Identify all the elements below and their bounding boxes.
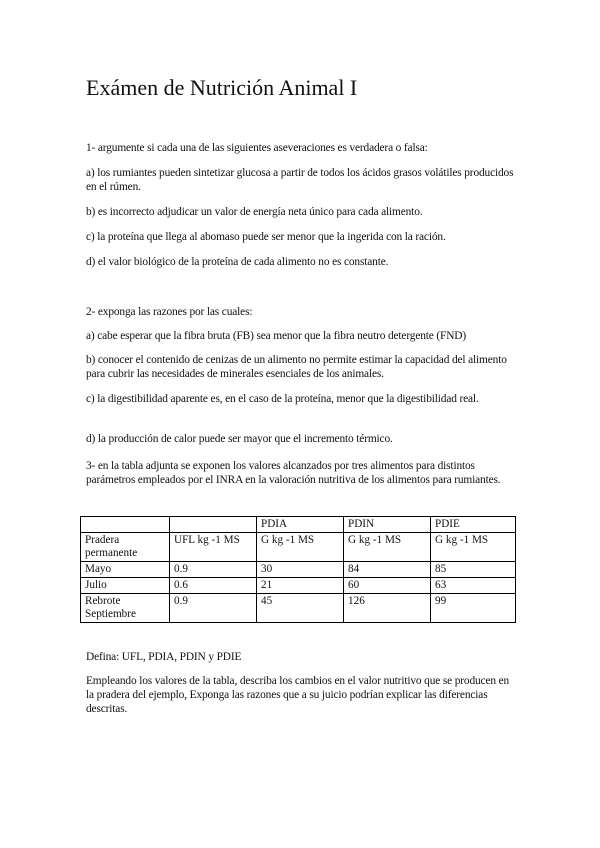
table-cell: 85: [431, 562, 516, 578]
section2-item-a: a) cabe esperar que la fibra bruta (FB) sea menor que la fibra neutro detergente (FND): [86, 330, 467, 342]
section2-heading: 2- exponga las razones por las cuales:: [86, 306, 253, 318]
section1-item-a: a) los rumiantes pueden sintetizar glucosa a partir de todos los ácidos grasos volátiles producidos en el rúmen.: [86, 167, 514, 193]
section2-item-b: b) conocer el contenido de cenizas de un alimento no permite estimar la capacidad del alimento para cubrir las necesidades de minerales esenciales de los animales.: [86, 354, 507, 380]
table-cell: UFL kg -1 MS: [170, 533, 257, 562]
define-prompt: Defina: UFL, PDIA, PDIN y PDIE: [86, 651, 242, 663]
table-cell: 45: [257, 594, 344, 623]
section1-item-b: b) es incorrecto adjudicar un valor de energía neta único para cada alimento.: [86, 206, 423, 218]
table-cell: G kg -1 MS: [344, 533, 431, 562]
table-cell: 84: [344, 562, 431, 578]
table-row: [81, 578, 516, 594]
section1-item-d: d) el valor biológico de la proteína de cada alimento no es constante.: [86, 256, 389, 268]
section2-item-c: c) la digestibilidad aparente es, en el caso de la proteína, menor que la digestibilidad real.: [86, 393, 479, 405]
table-header-cell: [81, 517, 170, 533]
table-cell: Pradera permanente: [81, 533, 170, 562]
section2-item-d: d) la producción de calor puede ser mayor que el incremento térmico.: [86, 433, 393, 445]
table-cell: 0.6: [170, 578, 257, 594]
table-cell: 21: [257, 578, 344, 594]
table-cell: Julio: [81, 578, 170, 594]
table-header-cell: [170, 517, 257, 533]
table-header-cell: PDIE: [431, 517, 516, 533]
table-cell: 30: [257, 562, 344, 578]
table-cell: 63: [431, 578, 516, 594]
section3-heading: 3- en la tabla adjunta se exponen los valores alcanzados por tres alimentos para distintos parámetros empleados por el INRA en la valoración nutritiva de los alimentos para rumiantes.: [86, 460, 501, 486]
table-cell: G kg -1 MS: [257, 533, 344, 562]
table-cell: Rebrote Septiembre: [81, 594, 170, 623]
table-cell: 0.9: [170, 562, 257, 578]
table-header-cell: PDIN: [344, 517, 431, 533]
section1-item-c: c) la proteína que llega al abomaso puede ser menor que la ingerida con la ración.: [86, 231, 446, 243]
table-units-row: [81, 533, 516, 562]
table-header-cell: PDIA: [257, 517, 344, 533]
section1-heading: 1- argumente si cada una de las siguientes aseveraciones es verdadera o falsa:: [86, 142, 428, 154]
nutrition-table: [80, 516, 516, 623]
table-header-row: [81, 517, 516, 533]
page-title: Exámen de Nutrición Animal I: [86, 75, 358, 100]
table-cell: 60: [344, 578, 431, 594]
table-cell: 126: [344, 594, 431, 623]
table-cell: 0.9: [170, 594, 257, 623]
table-cell: 99: [431, 594, 516, 623]
table-cell: G kg -1 MS: [431, 533, 516, 562]
table-cell: Mayo: [81, 562, 170, 578]
analysis-question: Empleando los valores de la tabla, describa los cambios en el valor nutritivo que se producen en la pradera del ejemplo, Exponga las razones que a su juicio podrían explicar las diferencias descritas.: [86, 675, 510, 715]
table-row: [81, 594, 516, 623]
table-row: [81, 562, 516, 578]
